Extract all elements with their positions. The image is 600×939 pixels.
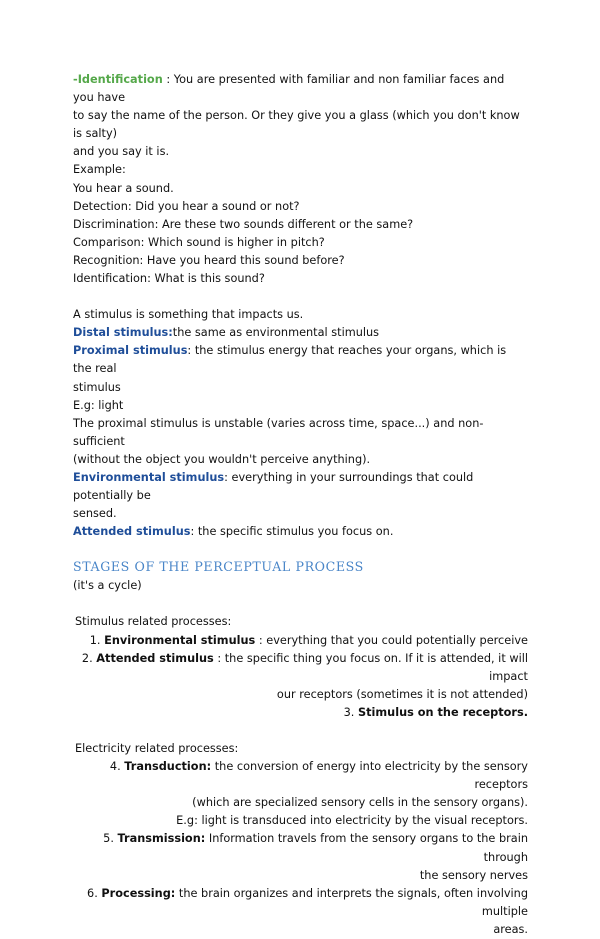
electricity-related-label: Electricity related processes: [75, 742, 239, 755]
unstable-line-1: The proximal stimulus is unstable (varies across time, space...) and non-sufficient [73, 416, 484, 448]
stimulus-related-label: Stimulus related processes: [75, 615, 232, 629]
list-item-3: 3. Stimulus on the receptors. [343, 705, 528, 719]
example-line: Recognition: Have you heard this sound before? [73, 253, 345, 267]
example-label: Example: [73, 163, 126, 177]
list-item-2: 2. Attended stimulus : the specific thing you focus on. If it is attended, it will impact [81, 651, 528, 683]
proximal-stimulus: Proximal stimulus: the stimulus energy that reaches your organs, which is the real [73, 344, 507, 376]
example-line: Comparison: Which sound is higher in pitch? [73, 235, 325, 249]
identification-term: Identification [77, 73, 163, 86]
list-item-5: 5. Transmission: Information travels from the sensory organs to the brain through [103, 832, 528, 864]
example-line: Detection: Did you hear a sound or not? [73, 199, 300, 213]
proximal-stimulus-cont: stimulus [73, 380, 121, 394]
list-item-6: 6. Processing: the brain organizes and interprets the signals, often involving multiple [87, 886, 528, 918]
list-item-5-cont: the sensory nerves [419, 868, 528, 882]
list-item-4-cont: (which are specialized sensory cells in the sensory organs). [192, 796, 528, 810]
distal-stimulus: Distal stimulus:the same as environmental stimulus [73, 326, 380, 340]
list-item-2-cont: our receptors (sometimes it is not attended) [276, 687, 528, 701]
example-line: Discrimination: Are these two sounds different or the same? [73, 217, 414, 231]
list-item-6-cont: areas. [493, 922, 528, 936]
list-item-1: 1. Environmental stimulus : everything that you could potentially perceive [89, 633, 528, 647]
example-line: You hear a sound. [73, 181, 174, 195]
identification-line-1: -Identification : You are presented with familiar and non familiar faces and you have [73, 73, 505, 105]
stimulus-intro: A stimulus is something that impacts us. [73, 308, 304, 322]
identification-line-3: and you say it is. [73, 145, 170, 159]
example-light: E.g: light [73, 398, 124, 412]
environmental-stimulus: Environmental stimulus: everything in your surroundings that could potentially be [73, 470, 474, 503]
identification-line-2: to say the name of the person. Or they give you a glass (which you don't know is salty) [73, 109, 520, 141]
environmental-stimulus-cont: sensed. [73, 507, 117, 521]
attended-stimulus: Attended stimulus: the specific stimulus you focus on. [73, 525, 394, 539]
section-subtitle: (it's a cycle) [73, 579, 142, 593]
list-item-4: 4. Transduction: the conversion of energy into electricity by the sensory receptors [109, 760, 528, 792]
unstable-line-2: (without the object you wouldn't perceive anything). [73, 452, 371, 466]
section-heading: STAGES OF THE PERCEPTUAL PROCESS [73, 559, 364, 575]
page-content [73, 71, 528, 939]
example-line: Identification: What is this sound? [73, 272, 265, 286]
list-item-4-example: E.g: light is transduced into electricity by the visual receptors. [176, 814, 528, 828]
